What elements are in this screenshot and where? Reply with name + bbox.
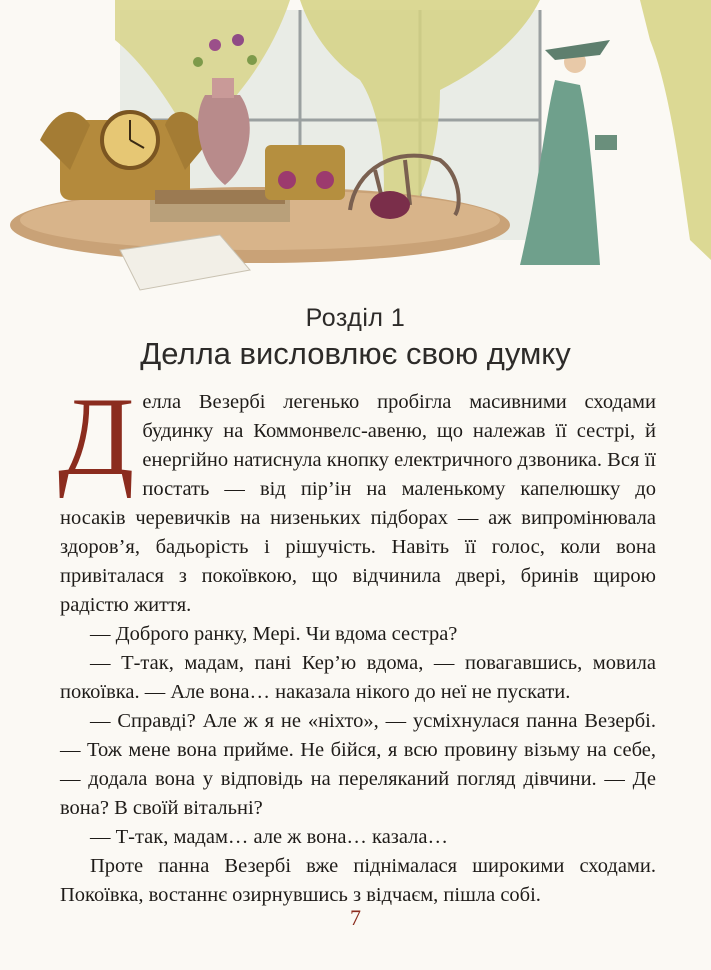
drop-cap: Д	[58, 375, 135, 499]
chapter-number: Розділ 1	[305, 304, 406, 332]
jewel-box	[265, 145, 345, 200]
paragraph: — Т-так, мадам, пані Кер’ю вдома, — повагавшись, мовила покоївка. — Але вона… наказала нікого до неї не пускати.	[60, 652, 656, 703]
paragraph: — Справді? Але ж я не «ніхто», — усміхнулася панна Везербі. — Тож мене вона прийме. Не бійся, я всю провину візьму на себе, — додала вона у відповідь на переляканий погляд дівчини. — Де вона? В своїй вітальні?	[60, 710, 656, 819]
paragraph	[58, 375, 656, 620]
inkwell	[370, 191, 410, 219]
chapter-body	[58, 375, 656, 910]
page-number: 7	[350, 905, 361, 930]
chapter-title: Делла висловлює свою думку	[140, 336, 571, 371]
paragraph: Проте панна Везербі вже піднімалася широкими сходами. Покоївка, востаннє озирнувшись з відчаєм, пішла собі.	[60, 855, 656, 906]
chapter-illustration	[0, 0, 711, 300]
paragraph-text: елла Везербі легенько пробігла масивними сходами будинку на Коммонвелс-авеню, що належав її сестрі, й енергійно натиснула кнопку електричного дзвоника. Вся її постать — від пір’ін на маленькому капелюшку до носаків черевичків на низеньких підборах — аж випромінювала здоров’я, бадьорість і рішучість. Навіть її голос, коли вона привіталася з покоївкою, що відчинила двері, бринів щирою радістю життя.	[60, 391, 656, 616]
paragraph: — Доброго ранку, Мері. Чи вдома сестра?	[90, 623, 458, 645]
clock	[40, 112, 210, 200]
paragraph: — Т-так, мадам… але ж вона… казала…	[90, 826, 449, 848]
